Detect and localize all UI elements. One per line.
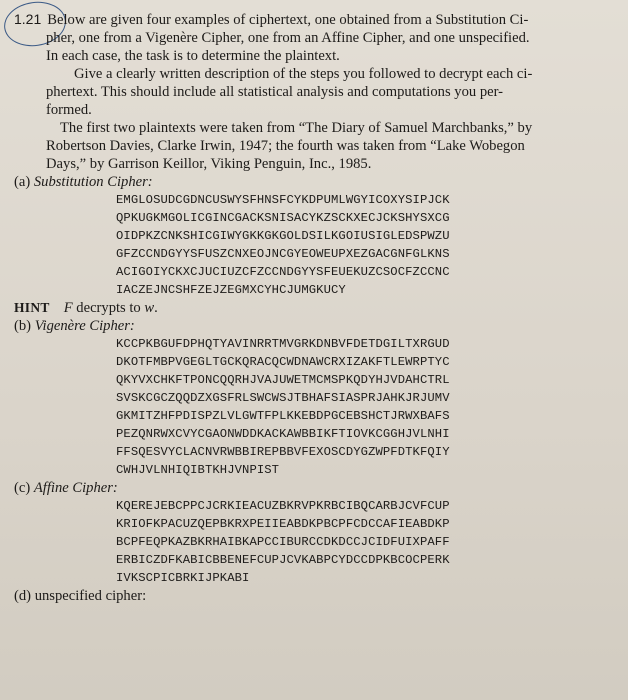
instructions-line-3: formed. <box>46 102 92 118</box>
part-d-title: unspecified cipher: <box>34 588 147 604</box>
part-a-ciphertext <box>116 191 614 299</box>
cipher-line: CWHJVLNHIQIBTKHJVNPIST <box>116 463 280 477</box>
hint-var-1: F <box>63 300 73 316</box>
cipher-line: OIDPKZCNKSHICGIWYGKKGKGOLDSILKGOIUSIGLEDSPWZU <box>116 229 450 243</box>
part-d-heading <box>14 587 614 605</box>
cipher-line: SVSKCGCZQQDZXGSFRLSWCWSJTBHAFSIASPRJAHKJRJUMV <box>116 391 450 405</box>
problem-intro <box>14 10 614 65</box>
part-c-title: Affine Cipher: <box>33 480 118 496</box>
hint-var-2: w <box>144 300 155 316</box>
part-a-hint <box>14 299 614 317</box>
cipher-line: ERBICZDFKABICBBENEFCUPJCVKABPCYDCCDPKBCOCPERK <box>116 553 450 567</box>
part-b-label: (b) <box>14 318 32 334</box>
instructions-paragraph <box>14 65 614 119</box>
cipher-line: KQEREJEBCPPCJCRKIEACUZBKRVPKRBCIBQCARBJCVFCUP <box>116 499 450 513</box>
cipher-line: BCPFEQPKAZBKRHAIBKAPCCIBURCCDKDCCJCIDFUIXPAFF <box>116 535 450 549</box>
cipher-line: PEZQNRWXCVYCGAONWDDKACKAWBBIKFTIOVKCGGHJVLNHI <box>116 427 450 441</box>
part-a-title: Substitution Cipher: <box>33 174 153 190</box>
cipher-line: FFSQESVYCLACNVRWBBIREPBBVFEXOSCDYGZWPFDTKFQIY <box>116 445 450 459</box>
hint-mid: decrypts to <box>72 300 145 316</box>
part-a-label: (a) <box>14 174 31 190</box>
cipher-line: KCCPKBGUFDPHQTYAVINRRTMVGRKDNBVFDETDGILTXRGUD <box>116 337 450 351</box>
cipher-line: QKYVXCHKFTPONCQQRHJVAJUWETMCMSPKQDYHJVDAHCTRL <box>116 373 450 387</box>
part-b-heading <box>14 317 614 335</box>
part-d-label: (d) <box>14 588 32 604</box>
cipher-line: KRIOFKPACUZQEPBKRXPEIIEABDKPBCPFCDCCAFIEABDKP <box>116 517 450 531</box>
sources-paragraph <box>14 119 614 173</box>
cipher-line: DKOTFMBPVGEGLTGCKQRACQCWDNAWCRXIZAKFTLEWRPTYC <box>116 355 450 369</box>
cipher-line: GFZCCNDGYYSFUSZCNXEOJNCGYEOWEUPXEZGACGNFGLKNS <box>116 247 450 261</box>
part-c-heading <box>14 479 614 497</box>
cipher-line: ACIGOIYCKXCJUCIUZCFZCCNDGYYSFEUEKUZCSOCFZCCNC <box>116 265 450 279</box>
part-b-ciphertext <box>116 335 614 479</box>
intro-line-3: In each case, the task is to determine the plaintext. <box>46 48 340 64</box>
part-a-heading <box>14 173 614 191</box>
hint-label: HINT <box>14 300 50 315</box>
instructions-line-2: phertext. This should include all statistical analysis and computations you per- <box>46 84 504 100</box>
problem-1-21 <box>14 10 614 605</box>
cipher-line: QPKUGKMGOLICGINCGACKSNISACYKZSCKXECJCKSHYSXCG <box>116 211 450 225</box>
instructions-line-1: Give a clearly written description of the steps you followed to decrypt each ci- <box>74 66 533 82</box>
cipher-line: EMGLOSUDCGDNCUSWYSFHNSFCYKDPUMLWGYICOXYSIPJCK <box>116 193 450 207</box>
part-c-label: (c) <box>14 480 31 496</box>
sources-line-3: Days,” by Garrison Keillor, Viking Penguin, Inc., 1985. <box>46 156 372 172</box>
problem-number: 1.21 <box>14 11 42 27</box>
sources-line-1: The first two plaintexts were taken from “The Diary of Samuel Marchbanks,” by <box>60 120 533 136</box>
intro-line-2: pher, one from a Vigenère Cipher, one from an Affine Cipher, and one unspecified. <box>46 30 530 46</box>
hint-end: . <box>154 300 158 316</box>
part-c-ciphertext <box>116 497 614 587</box>
cipher-line: GKMITZHFPDISPZLVLGWTFPLKKEBDPGCEBSHCTJRWXBAFS <box>116 409 450 423</box>
sources-line-2: Robertson Davies, Clarke Irwin, 1947; the fourth was taken from “Lake Wobegon <box>46 138 525 154</box>
cipher-line: IACZEJNCSHFZEJZEGMXCYHCJUMGKUCY <box>116 283 346 297</box>
intro-line-1: Below are given four examples of ciphertext, one obtained from a Substitution Ci- <box>47 12 529 28</box>
part-b-title: Vigenère Cipher: <box>34 318 135 334</box>
cipher-line: IVKSCPICBRKIJPKABI <box>116 571 250 585</box>
